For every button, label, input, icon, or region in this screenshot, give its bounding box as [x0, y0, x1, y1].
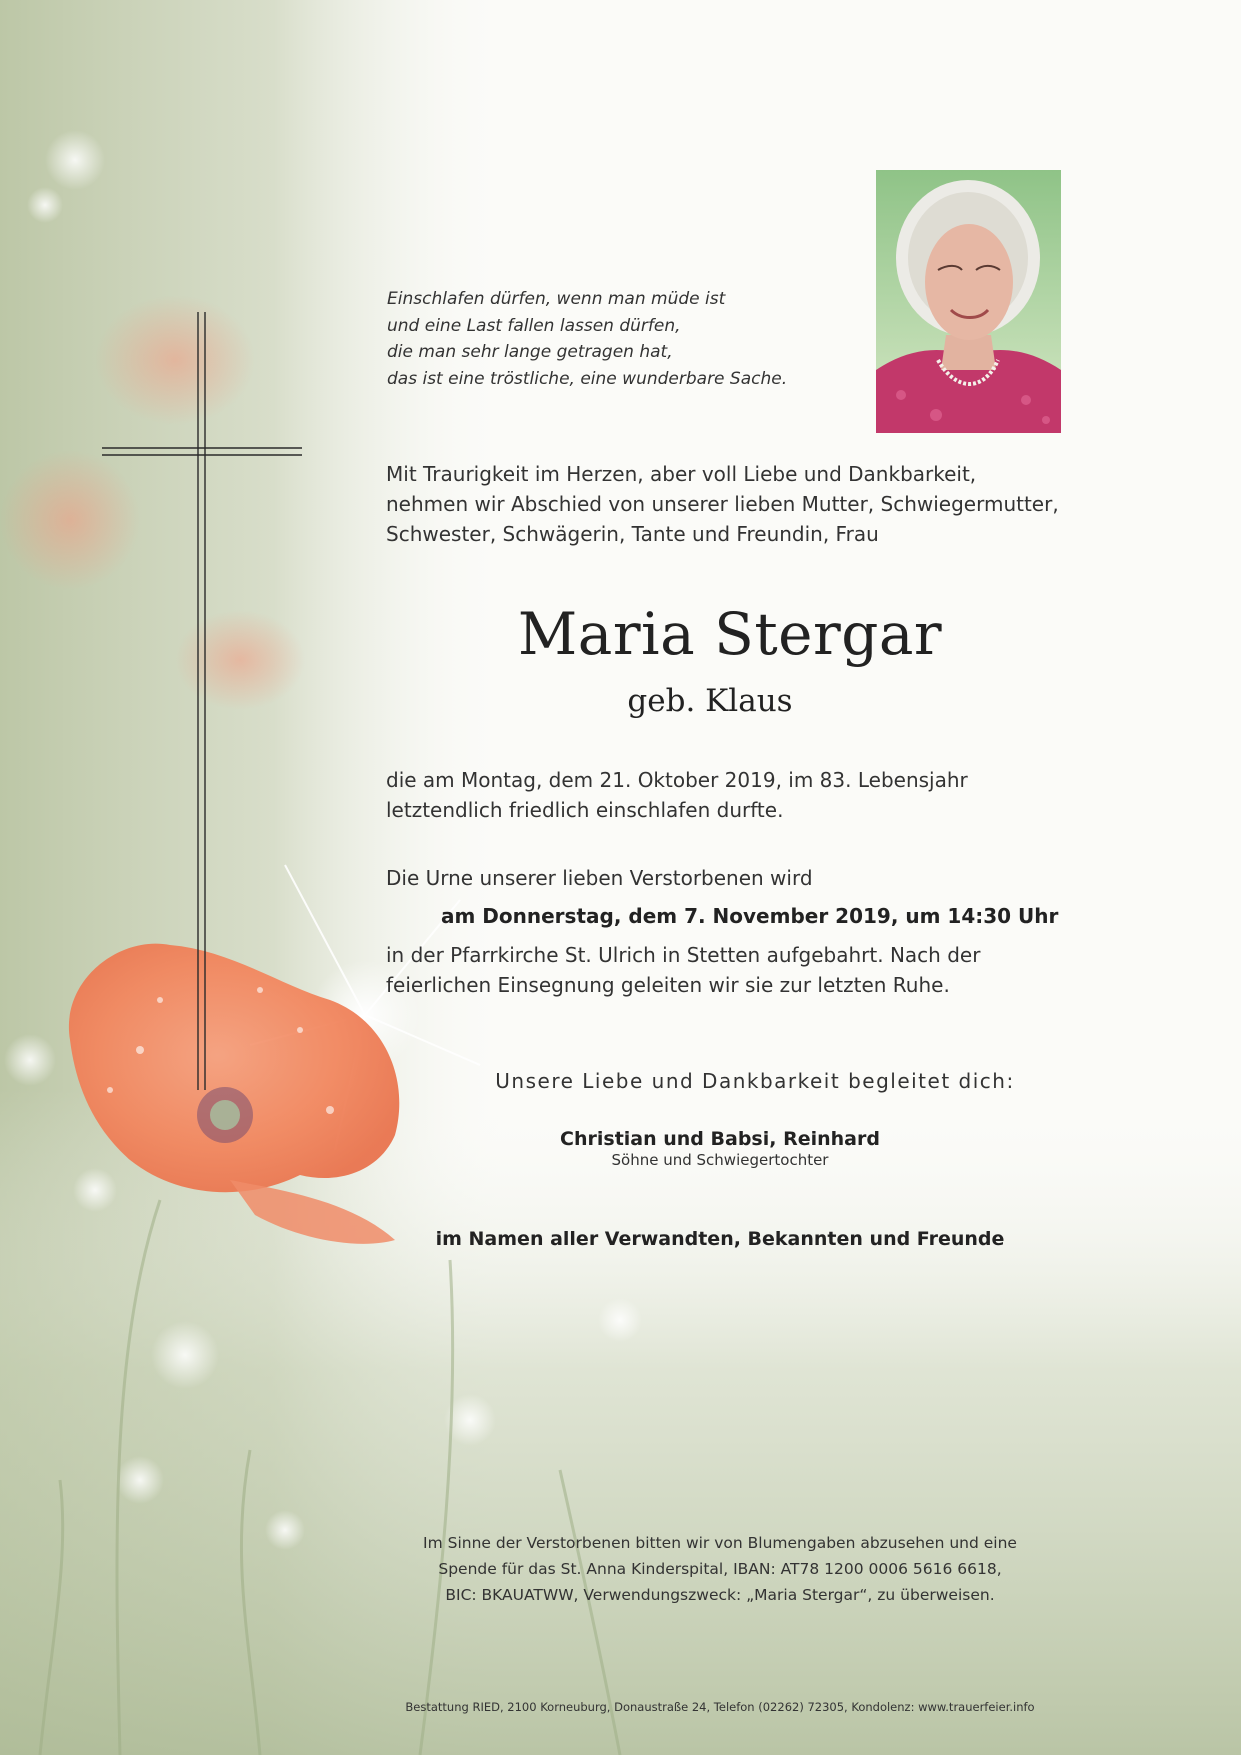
ceremony-date-time: am Donnerstag, dem 7. November 2019, um 14:30 Uhr — [441, 904, 1059, 928]
donation-line: BIC: BKAUATWW, Verwendungszweck: „Maria Stergar“, zu überweisen. — [445, 1586, 995, 1604]
ceremony-details — [386, 940, 1106, 1000]
death-notice-line: die am Montag, dem 21. Oktober 2019, im 83. Lebensjahr — [386, 768, 968, 792]
donation-request — [340, 1530, 1100, 1608]
relatives-line: im Namen aller Verwandten, Bekannten und Freunde — [435, 1228, 1005, 1250]
donation-line: Im Sinne der Verstorbenen bitten wir von Blumengaben abzusehen und eine — [423, 1534, 1017, 1552]
verse-line: Einschlafen dürfen, wenn man müde ist — [387, 289, 726, 309]
portrait-photo — [876, 170, 1061, 433]
memorial-verse — [387, 286, 827, 392]
maiden-name: geb. Klaus — [627, 683, 793, 719]
intro-line: Schwester, Schwägerin, Tante und Freundin, Frau — [386, 522, 879, 546]
ceremony-intro: Die Urne unserer lieben Verstorbenen wird — [386, 866, 813, 890]
ceremony-line: in der Pfarrkirche St. Ulrich in Stetten aufgebahrt. Nach der — [386, 943, 981, 967]
mourners-relation: Söhne und Schwiegertochter — [611, 1151, 829, 1169]
verse-line: die man sehr lange getragen hat, — [387, 342, 673, 362]
deceased-name: Maria Stergar — [517, 600, 943, 668]
intro-line: nehmen wir Abschied von unserer lieben Mutter, Schwiegermutter, — [386, 492, 1059, 516]
death-notice-line: letztendlich friedlich einschlafen durfte. — [386, 798, 784, 822]
donation-line: Spende für das St. Anna Kinderspital, IBAN: AT78 1200 0006 5616 6618, — [438, 1560, 1002, 1578]
intro-text — [386, 459, 1106, 549]
death-notice — [386, 765, 1106, 825]
funeral-home-footer: Bestattung RIED, 2100 Korneuburg, Donaustraße 24, Telefon (02262) 72305, Kondolenz: www.trauerfeier.info — [405, 1700, 1035, 1714]
ceremony-line: feierlichen Einsegnung geleiten wir sie zur letzten Ruhe. — [386, 973, 950, 997]
verse-line: und eine Last fallen lassen dürfen, — [387, 315, 681, 336]
accompaniment-line: Unsere Liebe und Dankbarkeit begleitet dich: — [495, 1069, 1015, 1093]
intro-line: Mit Traurigkeit im Herzen, aber voll Liebe und Dankbarkeit, — [386, 462, 977, 486]
mourners-names: Christian und Babsi, Reinhard — [560, 1128, 880, 1150]
verse-line: das ist eine tröstliche, eine wunderbare Sache. — [387, 368, 788, 389]
